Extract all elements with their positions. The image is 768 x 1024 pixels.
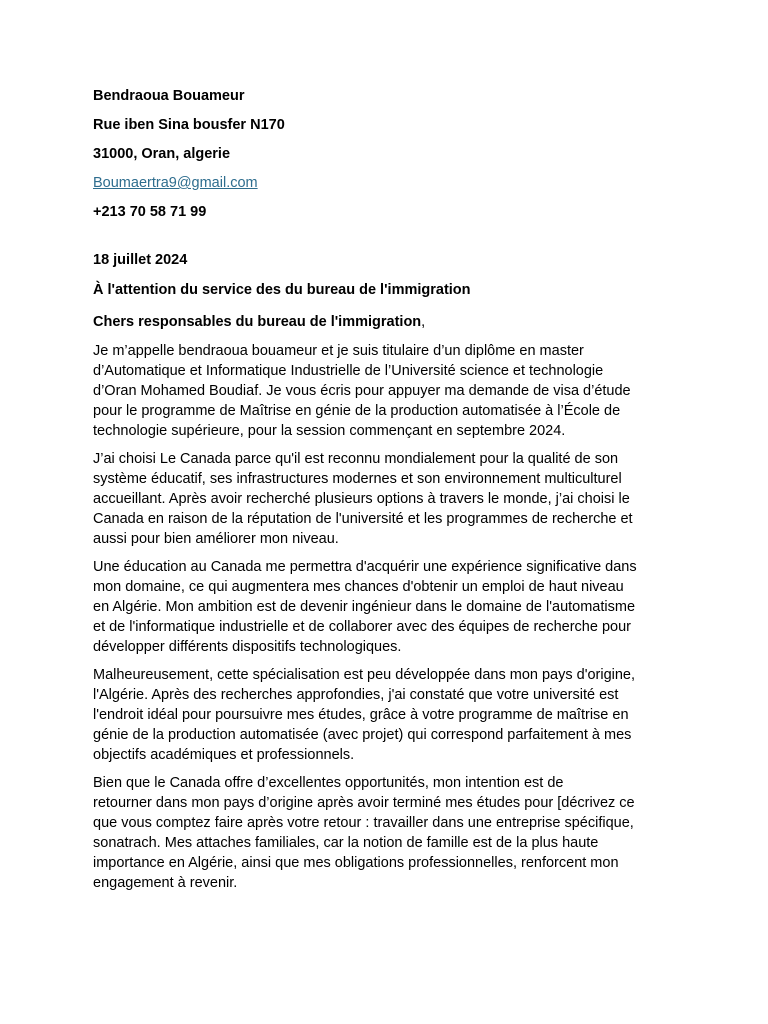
paragraph-line: génie de la production automatisée (avec projet) qui correspond parfaitement à mes (93, 727, 632, 743)
paragraph-line: Bien que le Canada offre d’excellentes opportunités, mon intention est de (93, 775, 564, 791)
paragraph-line: Canada en raison de la réputation de l'université et les programmes de recherche et (93, 511, 633, 527)
paragraph-line: et de l'informatique industrielle et de collaborer avec des équipes de recherche pour (93, 619, 631, 635)
sender-email-link[interactable]: Boumaertra9@gmail.com (93, 175, 258, 191)
paragraph-line: d’Automatique et Informatique Industrielle de l’Université science et technologie (93, 363, 604, 379)
salutation (93, 313, 683, 331)
paragraph-line: aussi pour bien améliorer mon niveau. (93, 531, 339, 547)
sender-phone: +213 70 58 71 99 (93, 204, 207, 220)
paragraph-intro (93, 341, 683, 441)
paragraph-line: pour le programme de Maîtrise en génie de la production automatisée à l’École de (93, 403, 621, 419)
sender-street: Rue iben Sina bousfer N170 (93, 117, 285, 133)
paragraph-line: retourner dans mon pays d’origine après avoir terminé mes études pour [décrivez ce (93, 795, 635, 811)
paragraph-line: sonatrach. Mes attaches familiales, car la notion de famille est de la plus haute (93, 835, 599, 851)
paragraph-line: d’Oran Mohamed Boudiaf. Je vous écris pour appuyer ma demande de visa d’étude (93, 383, 631, 399)
paragraph-line: accueillant. Après avoir recherché plusieurs options à travers le monde, j’ai choisi le (93, 491, 630, 507)
paragraph-line: J’ai choisi Le Canada parce qu'il est reconnu mondialement pour la qualité de son (93, 451, 619, 467)
paragraph-line: Une éducation au Canada me permettra d'acquérir une expérience significative dans (93, 559, 637, 575)
paragraph-line: engagement à revenir. (93, 875, 238, 891)
paragraph-line: en Algérie. Mon ambition est de devenir ingénieur dans le domaine de l'automatisme (93, 599, 636, 615)
letter-date: 18 juillet 2024 (93, 252, 188, 268)
salutation-punct: , (421, 314, 426, 330)
letter-subject: À l'attention du service des du bureau de l'immigration (93, 282, 471, 298)
paragraph-line: Je m’appelle bendraoua bouameur et je suis titulaire d’un diplôme en master (93, 343, 584, 359)
paragraph-line: système éducatif, ses infrastructures modernes et son environnement multiculturel (93, 471, 622, 487)
sender-city: 31000, Oran, algerie (93, 146, 231, 162)
paragraph-line: l'Algérie. Après des recherches approfondies, j'ai constaté que votre université est (93, 687, 619, 703)
paragraph-line: Malheureusement, cette spécialisation est peu développée dans mon pays d'origine, (93, 667, 636, 683)
paragraph-line: mon domaine, ce qui augmentera mes chances d'obtenir un emploi de haut niveau (93, 579, 624, 595)
paragraph-line: l'endroit idéal pour poursuivre mes études, grâce à votre programme de maîtrise en (93, 707, 629, 723)
letter-body (93, 87, 683, 901)
paragraph-line: que vous comptez faire après votre retour : travailler dans une entreprise spécifique, (93, 815, 634, 831)
paragraph-why-canada (93, 449, 683, 549)
paragraph-specialisation (93, 665, 683, 765)
sender-name: Bendraoua Bouameur (93, 88, 245, 104)
paragraph-ambition (93, 557, 683, 657)
paragraph-return-intent (93, 773, 683, 893)
paragraph-line: importance en Algérie, ainsi que mes obligations professionnelles, renforcent mon (93, 855, 619, 871)
paragraph-line: technologie supérieure, pour la session commençant en septembre 2024. (93, 423, 566, 439)
paragraph-line: développer différents dispositifs technologiques. (93, 639, 402, 655)
salutation-text: Chers responsables du bureau de l'immigration (93, 314, 422, 330)
paragraph-line: objectifs académiques et professionnels. (93, 747, 355, 763)
